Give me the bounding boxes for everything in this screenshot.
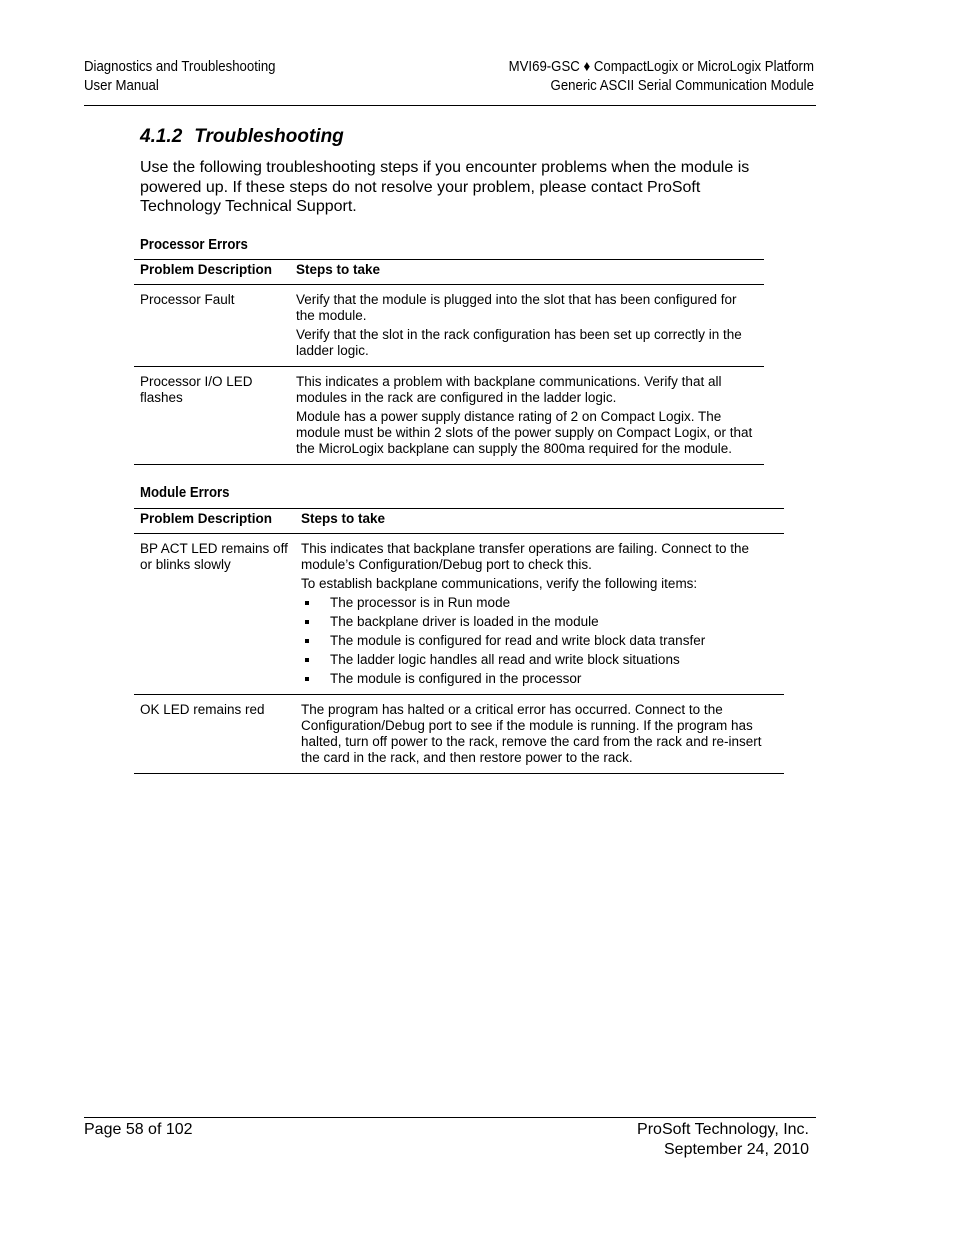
step-text: Module has a power supply distance rating of 2 on Compact Logix. The module must be within 2 slots of the power supply on Compact Logix, or that the MicroLogix backplane can supply the 800ma required for the module.: [296, 409, 753, 456]
verification-list: [301, 595, 778, 687]
steps-cell: [295, 534, 784, 695]
section-number: 4.1.2: [140, 126, 183, 147]
list-item-text: The ladder logic handles all read and write block situations: [330, 652, 680, 667]
page-header-right: [509, 57, 814, 95]
page-number: Page 58 of 102: [84, 1121, 193, 1138]
list-item: [301, 614, 778, 630]
list-item-text: The processor is in Run mode: [330, 595, 511, 610]
list-item: [301, 652, 778, 668]
header-document-type: User Manual: [84, 77, 159, 94]
module-errors-heading: Module Errors: [140, 484, 230, 501]
problem-cell: OK LED remains red: [134, 695, 295, 774]
page-header-left: [84, 57, 276, 95]
list-item: [301, 633, 778, 649]
column-header-steps: Steps to take: [290, 260, 764, 285]
processor-errors-heading: Processor Errors: [140, 236, 248, 253]
footer-date: September 24, 2010: [664, 1140, 809, 1158]
problem-cell: BP ACT LED remains off or blinks slowly: [134, 534, 295, 695]
bullet-icon: [305, 620, 309, 624]
step-text: Verify that the module is plugged into the slot that has been configured for the module.: [296, 292, 737, 323]
step-text: The program has halted or a critical error has occurred. Connect to the Configuration/Debug port to see if the module is running. If the program has halted, turn off power to the rack, remove the card from the rack and re-insert the card in the rack, and then restore power to the rack.: [301, 702, 762, 765]
list-item: [301, 671, 778, 687]
list-item-text: The module is configured in the processor: [330, 671, 582, 686]
table-row: [134, 285, 764, 367]
table-row: [134, 534, 784, 695]
list-item-text: The backplane driver is loaded in the module: [330, 614, 599, 629]
section-title: Troubleshooting: [194, 126, 344, 147]
list-item: [301, 595, 778, 611]
steps-cell: [295, 695, 784, 774]
bullet-icon: [305, 658, 309, 662]
header-module-name: Generic ASCII Serial Communication Module: [550, 77, 814, 94]
intro-paragraph: Use the following troubleshooting steps if you encounter problems when the module is powered up. If these steps do not resolve your problem, please contact ProSoft Technology Technical Support.: [140, 159, 750, 215]
table-row: [134, 367, 764, 465]
bullet-icon: [305, 639, 309, 643]
step-text: To establish backplane communications, verify the following items:: [301, 576, 698, 591]
header-chapter-title: Diagnostics and Troubleshooting: [84, 58, 276, 75]
processor-errors-table: [134, 259, 764, 465]
table-header-row: [134, 260, 764, 285]
problem-cell: Processor I/O LED flashes: [134, 367, 290, 465]
column-header-problem: Problem Description: [134, 509, 295, 534]
problem-cell: Processor Fault: [134, 285, 290, 367]
footer-company: ProSoft Technology, Inc.: [637, 1121, 809, 1138]
step-text: Verify that the slot in the rack configuration has been set up correctly in the ladder logic.: [296, 327, 742, 358]
step-text: This indicates that backplane transfer operations are failing. Connect to the module’s Configuration/Debug port to check this.: [301, 541, 750, 572]
header-product-name: MVI69-GSC ♦ CompactLogix or MicroLogix Platform: [508, 58, 814, 75]
table-header-row: [134, 509, 784, 534]
steps-cell: [290, 367, 764, 465]
page-footer-right: [637, 1120, 809, 1159]
header-divider: [84, 105, 816, 106]
footer-divider: [84, 1117, 816, 1118]
column-header-problem: Problem Description: [134, 260, 290, 285]
list-item-text: The module is configured for read and write block data transfer: [330, 633, 706, 648]
column-header-steps: Steps to take: [295, 509, 784, 534]
steps-cell: [290, 285, 764, 367]
step-text: This indicates a problem with backplane communications. Verify that all modules in the rack are configured in the ladder logic.: [296, 374, 722, 405]
bullet-icon: [305, 677, 309, 681]
module-errors-table: [134, 508, 784, 774]
bullet-icon: [305, 601, 309, 605]
table-row: [134, 695, 784, 774]
section-heading: [140, 126, 344, 148]
